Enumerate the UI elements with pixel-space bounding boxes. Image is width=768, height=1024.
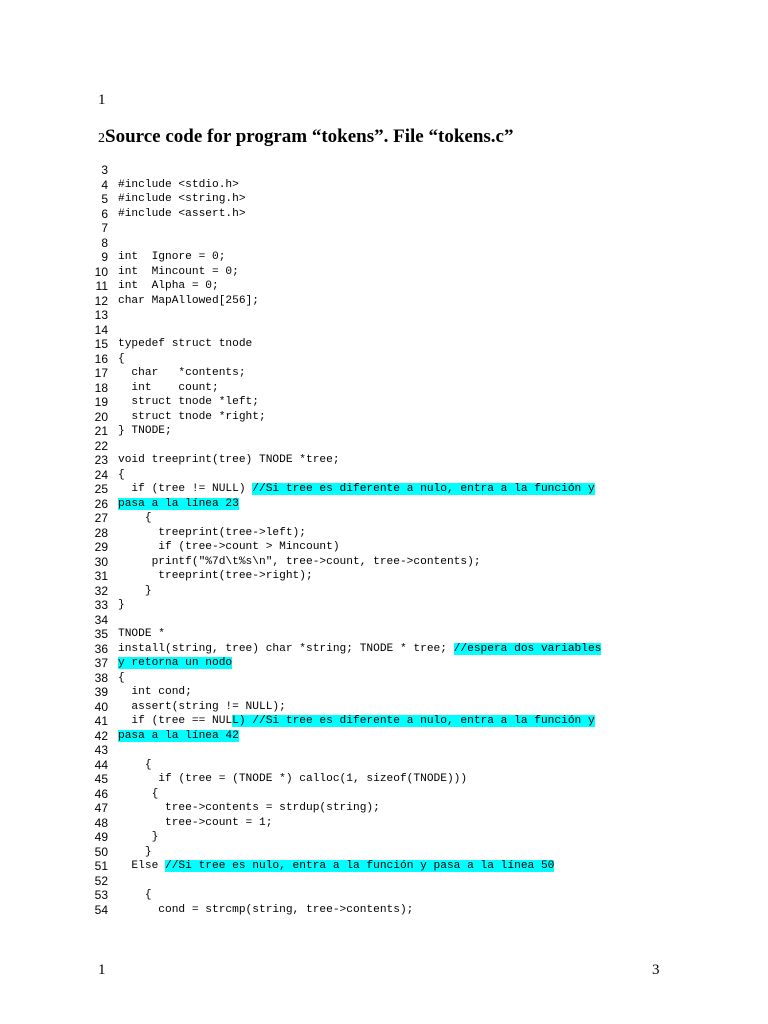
code-line bbox=[92, 294, 672, 309]
line-number: 47 bbox=[94, 801, 108, 815]
code-statement: { bbox=[118, 758, 152, 771]
code-statement: if (tree->count > Mincount) bbox=[118, 541, 340, 553]
line-number: 8 bbox=[101, 235, 108, 250]
code-statement: { bbox=[118, 352, 125, 365]
code-line bbox=[92, 468, 672, 483]
line-number: 25 bbox=[94, 482, 108, 496]
code-line bbox=[92, 671, 672, 686]
code-text bbox=[118, 482, 595, 497]
line-number: 24 bbox=[94, 467, 108, 482]
title-line-number: 2 bbox=[98, 131, 105, 146]
line-number: 35 bbox=[94, 627, 108, 641]
code-text bbox=[118, 555, 481, 570]
code-line bbox=[92, 207, 672, 222]
highlighted-comment: //Si tree es nulo, entra a la función y pasa a la línea 50 bbox=[165, 860, 555, 872]
highlighted-comment: y retorna un nodo bbox=[118, 657, 233, 669]
code-line bbox=[92, 236, 672, 251]
code-statement: cond = strcmp(string, tree->contents); bbox=[118, 903, 414, 916]
line-number: 9 bbox=[101, 250, 108, 264]
line-number: 23 bbox=[94, 453, 108, 467]
line-number: 46 bbox=[94, 786, 108, 801]
code-statement: int Ignore = 0; bbox=[118, 251, 226, 263]
footer-left-number: 1 bbox=[98, 962, 106, 978]
line-number: 33 bbox=[94, 598, 108, 612]
line-number: 50 bbox=[94, 844, 108, 859]
code-line bbox=[92, 801, 672, 816]
line-number: 28 bbox=[94, 525, 108, 540]
code-line bbox=[92, 323, 672, 338]
code-statement: { bbox=[118, 787, 159, 800]
code-line bbox=[92, 482, 672, 497]
code-text bbox=[118, 656, 232, 671]
code-line bbox=[92, 250, 672, 265]
code-line bbox=[92, 439, 672, 454]
code-line bbox=[92, 555, 672, 570]
line-number: 14 bbox=[94, 322, 108, 337]
line-number: 51 bbox=[94, 859, 108, 873]
code-text bbox=[118, 511, 152, 526]
code-line bbox=[92, 178, 672, 193]
code-text bbox=[118, 598, 125, 613]
code-text bbox=[118, 772, 467, 787]
line-number: 31 bbox=[94, 569, 108, 583]
code-statement: { bbox=[118, 671, 125, 684]
code-statement: tree->count = 1; bbox=[118, 816, 273, 829]
line-number: 48 bbox=[94, 815, 108, 830]
code-text bbox=[118, 685, 192, 700]
line-number: 10 bbox=[94, 264, 108, 279]
code-statement: if (tree = (TNODE *) calloc(1, sizeof(TNODE))) bbox=[118, 773, 468, 785]
code-text bbox=[118, 424, 172, 439]
code-text bbox=[118, 381, 219, 396]
code-line bbox=[92, 424, 672, 439]
code-statement: int cond; bbox=[118, 686, 192, 698]
code-line bbox=[92, 642, 672, 657]
line-number: 39 bbox=[94, 685, 108, 699]
code-text bbox=[118, 569, 313, 584]
code-line bbox=[92, 192, 672, 207]
highlighted-comment: L) //Si tree es diferente a nulo, entra a la función y bbox=[232, 715, 595, 727]
code-line bbox=[92, 627, 672, 642]
code-statement: } bbox=[118, 584, 152, 597]
code-statement: } TNODE; bbox=[118, 425, 172, 437]
code-text bbox=[118, 265, 239, 280]
code-line bbox=[92, 685, 672, 700]
line-number: 37 bbox=[94, 656, 108, 670]
code-line bbox=[92, 859, 672, 874]
line-number: 40 bbox=[94, 699, 108, 714]
page-number: 3 bbox=[652, 962, 660, 978]
code-line bbox=[92, 729, 672, 744]
code-text bbox=[118, 395, 259, 410]
highlighted-comment: pasa a la línea 23 bbox=[118, 497, 239, 510]
line-number: 26 bbox=[94, 496, 108, 511]
line-number: 19 bbox=[94, 395, 108, 409]
code-text bbox=[118, 845, 152, 860]
highlighted-comment: //espera dos variables bbox=[453, 642, 602, 655]
code-line bbox=[92, 613, 672, 628]
code-line bbox=[92, 366, 672, 381]
code-text bbox=[118, 627, 165, 642]
line-number: 21 bbox=[94, 424, 108, 438]
code-line bbox=[92, 903, 672, 918]
header-line-number: 1 bbox=[98, 92, 106, 108]
code-line bbox=[92, 700, 672, 715]
line-number: 11 bbox=[95, 279, 108, 293]
code-text bbox=[118, 207, 246, 222]
code-statement: treeprint(tree->right); bbox=[118, 570, 313, 582]
line-number: 22 bbox=[94, 438, 108, 453]
line-number: 3 bbox=[101, 163, 108, 177]
code-line bbox=[92, 337, 672, 352]
code-line bbox=[92, 453, 672, 468]
code-text bbox=[118, 366, 246, 381]
line-number: 30 bbox=[94, 554, 108, 569]
source-code-listing bbox=[92, 163, 672, 917]
code-line bbox=[92, 656, 672, 671]
code-statement: tree->contents = strdup(string); bbox=[118, 802, 380, 814]
code-statement: install(string, tree) char *string; TNODE * tree; bbox=[118, 642, 454, 655]
line-number: 5 bbox=[101, 192, 108, 206]
code-line bbox=[92, 714, 672, 729]
code-line bbox=[92, 540, 672, 555]
code-statement: struct tnode *right; bbox=[118, 410, 266, 423]
code-line bbox=[92, 308, 672, 323]
code-line bbox=[92, 221, 672, 236]
code-text bbox=[118, 337, 252, 352]
code-text bbox=[118, 801, 380, 816]
code-text bbox=[118, 410, 266, 425]
code-statement: #include <stdio.h> bbox=[118, 178, 239, 191]
code-statement: treeprint(tree->left); bbox=[118, 526, 306, 539]
code-line bbox=[92, 265, 672, 280]
line-number: 29 bbox=[94, 540, 108, 554]
code-line bbox=[92, 888, 672, 903]
code-statement: char MapAllowed[256]; bbox=[118, 294, 259, 307]
code-line bbox=[92, 874, 672, 889]
code-statement: int Alpha = 0; bbox=[118, 280, 219, 292]
code-text bbox=[118, 497, 239, 512]
code-line bbox=[92, 830, 672, 845]
line-number: 13 bbox=[94, 308, 108, 322]
code-statement: int count; bbox=[118, 381, 219, 394]
code-statement: Else bbox=[118, 860, 165, 872]
code-text bbox=[118, 294, 259, 309]
line-number: 49 bbox=[94, 830, 108, 844]
line-number: 43 bbox=[94, 743, 108, 757]
code-text bbox=[118, 279, 219, 294]
highlighted-comment: //Si tree es diferente a nulo, entra a la función y bbox=[252, 483, 595, 495]
code-line bbox=[92, 395, 672, 410]
code-line bbox=[92, 279, 672, 294]
line-number: 20 bbox=[94, 409, 108, 424]
line-number: 18 bbox=[94, 380, 108, 395]
code-text bbox=[118, 352, 125, 367]
line-number: 34 bbox=[94, 612, 108, 627]
line-number: 52 bbox=[94, 873, 108, 888]
code-text bbox=[118, 526, 306, 541]
code-text bbox=[118, 714, 595, 729]
code-line bbox=[92, 511, 672, 526]
line-number: 17 bbox=[94, 366, 108, 380]
line-number: 41 bbox=[94, 714, 108, 728]
code-text bbox=[118, 816, 272, 831]
code-text bbox=[118, 584, 152, 599]
code-statement: { bbox=[118, 889, 152, 901]
line-number: 12 bbox=[94, 293, 108, 308]
code-line bbox=[92, 163, 672, 178]
code-statement: void treeprint(tree) TNODE *tree; bbox=[118, 454, 340, 466]
line-number: 53 bbox=[94, 888, 108, 902]
document-title-row bbox=[98, 126, 513, 148]
code-text bbox=[118, 178, 239, 193]
code-line bbox=[92, 584, 672, 599]
code-text bbox=[118, 729, 239, 744]
line-number: 42 bbox=[94, 728, 108, 743]
code-text bbox=[118, 453, 340, 468]
line-number: 32 bbox=[94, 583, 108, 598]
code-line bbox=[92, 772, 672, 787]
code-text bbox=[118, 540, 340, 555]
code-statement: } bbox=[118, 599, 125, 611]
code-line bbox=[92, 569, 672, 584]
code-line bbox=[92, 758, 672, 773]
line-number: 45 bbox=[94, 772, 108, 786]
code-statement: { bbox=[118, 468, 125, 481]
code-statement: typedef struct tnode bbox=[118, 338, 253, 350]
code-statement: } bbox=[118, 831, 159, 843]
code-line bbox=[92, 381, 672, 396]
code-line bbox=[92, 497, 672, 512]
line-number: 15 bbox=[94, 337, 108, 351]
code-statement: if (tree != NULL) bbox=[118, 483, 253, 495]
highlighted-comment: pasa a la línea 42 bbox=[118, 729, 239, 742]
code-line bbox=[92, 816, 672, 831]
code-statement: printf("%7d\t%s\n", tree->count, tree->contents); bbox=[118, 555, 481, 568]
code-text bbox=[118, 642, 601, 657]
code-statement: { bbox=[118, 512, 152, 524]
code-statement: #include <string.h> bbox=[118, 193, 246, 205]
code-text bbox=[118, 468, 125, 483]
code-text bbox=[118, 888, 152, 903]
code-text bbox=[118, 192, 246, 207]
code-text bbox=[118, 671, 125, 686]
page-title: Source code for program “tokens”. File “tokens.c” bbox=[105, 126, 514, 147]
code-line bbox=[92, 845, 672, 860]
code-text bbox=[118, 250, 225, 265]
code-line bbox=[92, 410, 672, 425]
code-text bbox=[118, 700, 286, 715]
code-line bbox=[92, 598, 672, 613]
code-line bbox=[92, 352, 672, 367]
code-statement: char *contents; bbox=[118, 367, 246, 379]
line-number: 16 bbox=[94, 351, 108, 366]
code-text bbox=[118, 830, 158, 845]
code-text bbox=[118, 859, 554, 874]
code-statement: #include <assert.h> bbox=[118, 207, 246, 220]
code-statement: assert(string != NULL); bbox=[118, 700, 286, 713]
code-statement: TNODE * bbox=[118, 628, 165, 640]
line-number: 36 bbox=[94, 641, 108, 656]
line-number: 38 bbox=[94, 670, 108, 685]
code-statement: int Mincount = 0; bbox=[118, 265, 239, 278]
line-number: 27 bbox=[94, 511, 108, 525]
code-text bbox=[118, 903, 413, 918]
code-text bbox=[118, 758, 152, 773]
code-statement: } bbox=[118, 845, 152, 858]
code-line bbox=[92, 787, 672, 802]
line-number: 4 bbox=[101, 177, 108, 192]
line-number: 7 bbox=[101, 221, 108, 235]
line-number: 6 bbox=[101, 206, 108, 221]
code-line bbox=[92, 526, 672, 541]
code-text bbox=[118, 787, 158, 802]
code-statement: struct tnode *left; bbox=[118, 396, 259, 408]
code-statement: if (tree == NUL bbox=[118, 715, 233, 727]
line-number: 44 bbox=[94, 757, 108, 772]
line-number: 54 bbox=[94, 902, 108, 917]
code-line bbox=[92, 743, 672, 758]
